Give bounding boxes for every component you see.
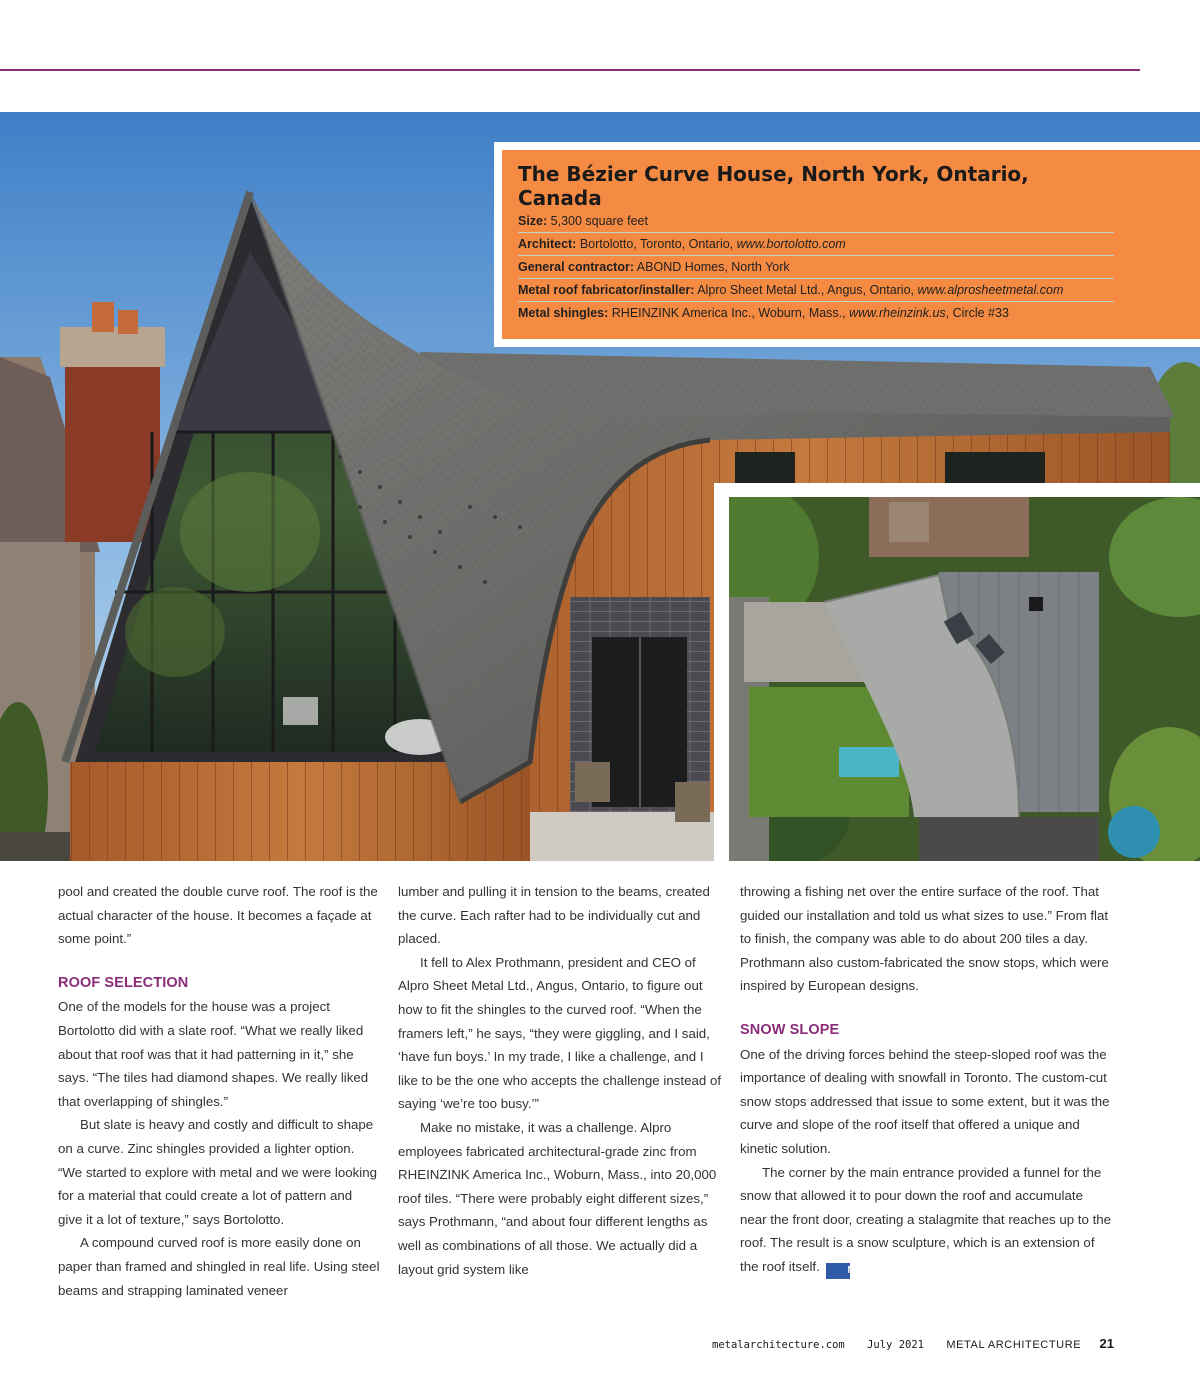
- fabricator-link[interactable]: www.alprosheetmetal.com: [917, 283, 1064, 297]
- article-column-3: [740, 880, 1112, 1279]
- spec-row-architect: Architect: Bortolotto, Toronto, Ontario, www.bortolotto.com: [518, 233, 1114, 256]
- project-info-panel: [502, 150, 1200, 339]
- paragraph: It fell to Alex Prothmann, president and CEO of Alpro Sheet Metal Ltd., Angus, Ontario, to figure out how to fit the shingles to the curved roof. “When the framers left,” he says, “they were giggling, and I said, ‘have fun boys.’ In my trade, I like a challenge, and I like to be the one who accepts the challenge instead of saying ‘we’re too busy.’”: [398, 954, 722, 1112]
- article-column-1: [58, 880, 380, 1302]
- spec-row-shingles: Metal shingles: RHEINZINK America Inc., Woburn, Mass., www.rheinzink.us, Circle #33: [518, 306, 1009, 320]
- shingles-link[interactable]: www.rheinzink.us: [849, 306, 946, 320]
- article-column-2: [398, 880, 722, 1281]
- spec-row-contractor: General contractor: ABOND Homes, North York: [518, 256, 1114, 279]
- paragraph: throwing a fishing net over the entire surface of the roof. That guided our installation and told us what sizes to use.” From flat to finish, the company was able to do about 200 tiles a day. Prothmann also custom-fabricated the snow stops, which were inspired by European designs.: [740, 884, 1109, 994]
- footer-date: July 2021: [867, 1339, 924, 1351]
- footer-site: metalarchitecture.com: [712, 1339, 845, 1351]
- footer-magazine: METAL ARCHITECTURE: [946, 1339, 1082, 1351]
- page-footer: [696, 1336, 1114, 1351]
- top-rule: [0, 69, 1140, 71]
- paragraph: lumber and pulling it in tension to the beams, created the curve. Each rafter had to be individually cut and placed.: [398, 884, 710, 947]
- section-heading-roof-selection: ROOF SELECTION: [58, 974, 189, 991]
- architect-link[interactable]: www.bortolotto.com: [736, 237, 846, 251]
- section-heading-snow-slope: SNOW SLOPE: [740, 1021, 840, 1038]
- aerial-photo-frame: [714, 483, 1200, 861]
- paragraph: A compound curved roof is more easily done on paper than framed and shingled in real life. Using steel beams and strapping laminated veneer: [58, 1235, 380, 1298]
- paragraph: pool and created the double curve roof. The roof is the actual character of the house. It becomes a façade at some point.”: [58, 884, 378, 947]
- end-of-article-icon: MA: [826, 1263, 850, 1279]
- project-info-box: [494, 142, 1200, 347]
- spec-row-fabricator: Metal roof fabricator/installer: Alpro Sheet Metal Ltd., Angus, Ontario, www.alprosheetmetal.com: [518, 279, 1114, 302]
- paragraph: But slate is heavy and costly and difficult to shape on a curve. Zinc shingles provided a lighter option. “We started to explore with metal and we were looking for a material that could create a lot of pattern and give it a lot of texture,” says Bortolotto.: [58, 1117, 378, 1227]
- aerial-photo: [729, 497, 1200, 861]
- page-number: 21: [1099, 1336, 1114, 1351]
- paragraph: Make no mistake, it was a challenge. Alpro employees fabricated architectural-grade zinc from RHEINZINK America Inc., Woburn, Mass., into 20,000 roof tiles. “There were probably eight different sizes,” says Prothmann, “and about four different lengths as well as combinations of all those. We actually did a layout grid system like: [398, 1119, 717, 1277]
- spec-row-size: Size: 5,300 square feet: [518, 210, 1114, 233]
- paragraph: One of the models for the house was a project Bortolotto did with a slate roof. “What we really liked about that roof was that it had patterning in it,” she says. “The tiles had diamond shapes. We really liked that overlapping of shingles.”: [58, 999, 369, 1109]
- paragraph: One of the driving forces behind the steep-sloped roof was the importance of dealing with snowfall in Toronto. The custom-cut snow stops addressed that issue to some extent, but it was the curve and slope of the roof itself that offered a unique and kinetic solution.: [740, 1046, 1110, 1156]
- project-title: The Bézier Curve House, North York, Ontario, Canada: [518, 162, 1029, 210]
- paragraph: The corner by the main entrance provided a funnel for the snow that allowed it to pour down the roof and accumulate near the front door, creating a stalagmite that reaches up to the roof. The result is a snow sculpture, which is an extension of the roof itself. MA: [740, 1161, 1112, 1279]
